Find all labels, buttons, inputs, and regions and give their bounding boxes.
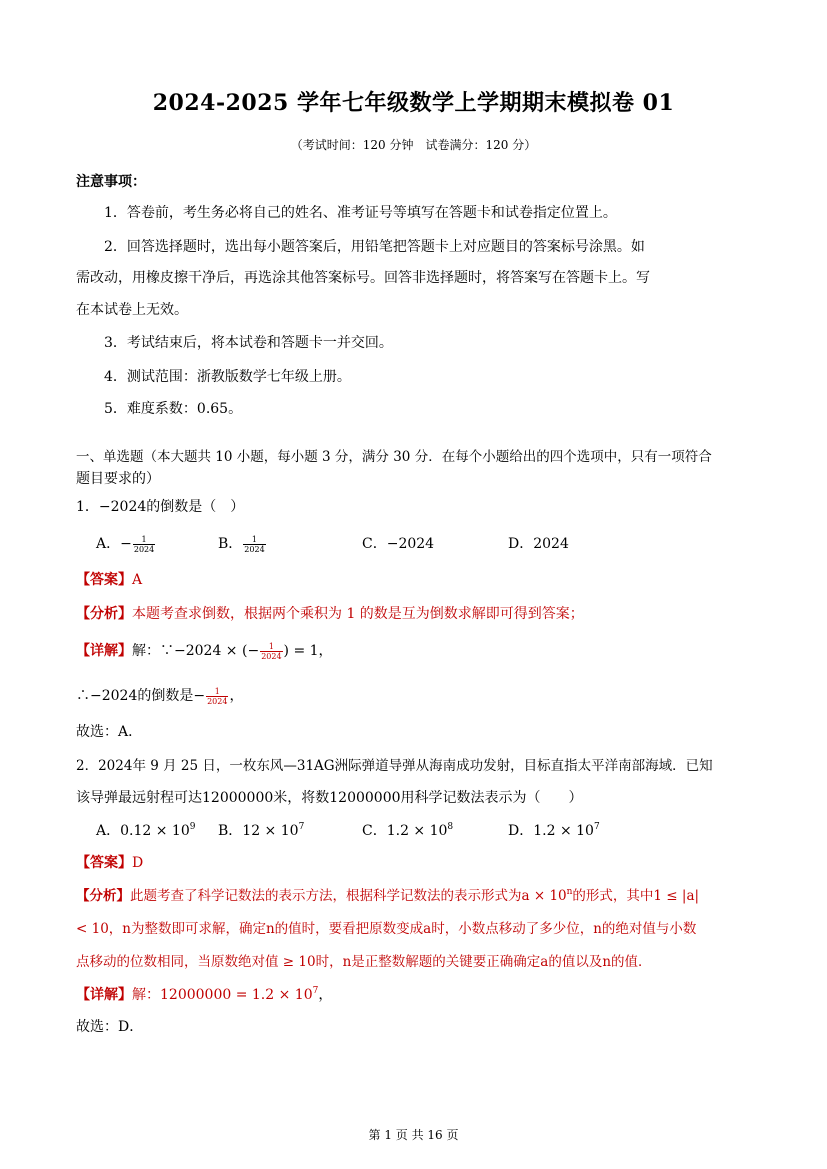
therefore-fraction (206, 687, 228, 706)
notice-item-2: 2．回答选择题时，选出每小题答案后，用铅笔把答题卡上对应题目的答案标号涂黑。如 (104, 239, 645, 255)
detail-pre: 解：12000000 = 1.2 × 10 (132, 987, 313, 1003)
q2-option-c-text: C．1.2 × 10 (362, 823, 448, 839)
page-title: 2024-2025 学年七年级数学上学期期末模拟卷 01 (152, 90, 675, 116)
section-heading-line1: 一、单选题（本大题共 10 小题，每小题 3 分，满分 30 分．在每个小题给出的四个选项中，只有一项符合 (76, 449, 712, 465)
analysis-label: 【分析】 (76, 606, 132, 622)
q2-stem-line2: 该导弹最远射程可达12000000米，将数12000000用科学记数法表示为（ ） (76, 790, 583, 806)
q2-detail (76, 985, 332, 1005)
q1-option-a (96, 534, 156, 554)
analysis-line1-pre: 此题考查了科学记数法的表示方法，根据科学记数法的表示形式为a × 10 (130, 888, 567, 904)
notice-item-2-cont: 需改动，用橡皮擦干净后，再选涂其他答案标号。回答非选择题时，将答案写在答题卡上。写 (76, 270, 650, 286)
notice-item-5: 5．难度系数：0.65。 (104, 401, 243, 417)
frac-denominator: 2024 (244, 544, 265, 554)
detail-label: 【详解】 (76, 643, 132, 659)
q1-option-a-label: A． (96, 536, 121, 552)
q2-analysis-line1 (76, 886, 699, 906)
q2-analysis-line2: < 10，n为整数即可求解，确定n的值时，要看把原数变成a时，小数点移动了多少位，n的绝对值与小数 (76, 921, 697, 937)
detail-fraction (260, 642, 282, 661)
q2-analysis-line3: 点移动的位数相同，当原数绝对值 ≥ 10时，n是正整数解题的关键要正确确定a的值以及n的值． (76, 954, 652, 970)
exam-subtitle: （考试时间：120 分钟 试卷满分：120 分） (290, 138, 537, 152)
section-heading-line2: 题目要求的） (76, 471, 160, 487)
q1-detail (76, 641, 333, 661)
q2-option-d-text: D．1.2 × 10 (508, 823, 594, 839)
frac-denominator: 2024 (207, 696, 228, 706)
q2-option-c-exp: 8 (447, 822, 454, 832)
q2-option-a-exp: 9 (189, 822, 196, 832)
analysis-exp: n (566, 887, 573, 897)
notice-item-3: 3．考试结束后，将本试卷和答题卡一并交回。 (104, 335, 393, 351)
q1-option-c: C．−2024 (362, 536, 435, 552)
q1-option-b (218, 534, 267, 554)
answer-label: 【答案】 (76, 855, 132, 871)
therefore-post: ， (229, 688, 244, 704)
q2-option-d (508, 821, 600, 841)
q2-option-b (218, 821, 304, 841)
answer-value: D (132, 855, 144, 871)
q2-option-d-exp: 7 (593, 822, 600, 832)
detail-label: 【详解】 (76, 987, 132, 1003)
analysis-line1-post: 的形式，其中1 ≤ |a| (572, 888, 700, 904)
notice-item-2-end: 在本试卷上无效。 (76, 302, 188, 318)
detail-pre: 解：∵−2024 × (− (132, 643, 260, 659)
q1-option-b-label: B． (218, 536, 243, 552)
frac-numerator: 1 (243, 535, 265, 545)
q2-choose: 故选：D． (76, 1019, 144, 1035)
q2-answer (76, 853, 143, 873)
detail-post: ， (318, 987, 333, 1003)
q1-option-b-fraction (243, 535, 265, 554)
q1-choose: 故选：A． (76, 724, 143, 740)
frac-numerator: 1 (206, 687, 228, 697)
q1-analysis (76, 604, 584, 624)
q1-option-a-sign: − (120, 536, 132, 552)
frac-denominator: 2024 (261, 651, 282, 661)
q2-option-b-exp: 7 (298, 822, 305, 832)
notice-item-4: 4．测试范围：浙教版数学七年级上册。 (104, 369, 351, 385)
q2-option-a-text: A．0.12 × 10 (96, 823, 190, 839)
frac-denominator: 2024 (133, 544, 155, 554)
answer-label: 【答案】 (76, 572, 132, 588)
q1-therefore (76, 686, 243, 706)
q2-stem-line1: 2．2024年 9 月 25 日，一枚东风—31AG洲际弹道导弹从海南成功发射，目标直指太平洋南部海域．已知 (76, 758, 713, 774)
q1-option-a-fraction (133, 535, 155, 554)
answer-value: A (132, 572, 143, 588)
frac-numerator: 1 (260, 642, 282, 652)
analysis-text: 本题考查求倒数，根据两个乘积为 1 的数是互为倒数求解即可得到答案； (132, 606, 584, 622)
detail-post: ) = 1， (283, 643, 333, 659)
notice-item-1: 1．答卷前，考生务必将自己的姓名、准考证号等填写在答题卡和试卷指定位置上。 (104, 205, 617, 221)
q1-answer (76, 570, 142, 590)
q2-option-a (96, 821, 195, 841)
therefore-pre: ∴−2024的倒数是− (76, 688, 206, 704)
q2-option-c (362, 821, 453, 841)
analysis-label: 【分析】 (76, 888, 130, 904)
detail-exp: 7 (312, 986, 319, 996)
q1-option-d: D．2024 (508, 536, 569, 552)
notice-heading: 注意事项： (76, 174, 146, 190)
frac-numerator: 1 (133, 535, 155, 545)
page-footer: 第 1 页 共 16 页 (368, 1128, 459, 1142)
q1-stem: 1．−2024的倒数是（ ） (76, 499, 245, 515)
q2-option-b-text: B．12 × 10 (218, 823, 299, 839)
